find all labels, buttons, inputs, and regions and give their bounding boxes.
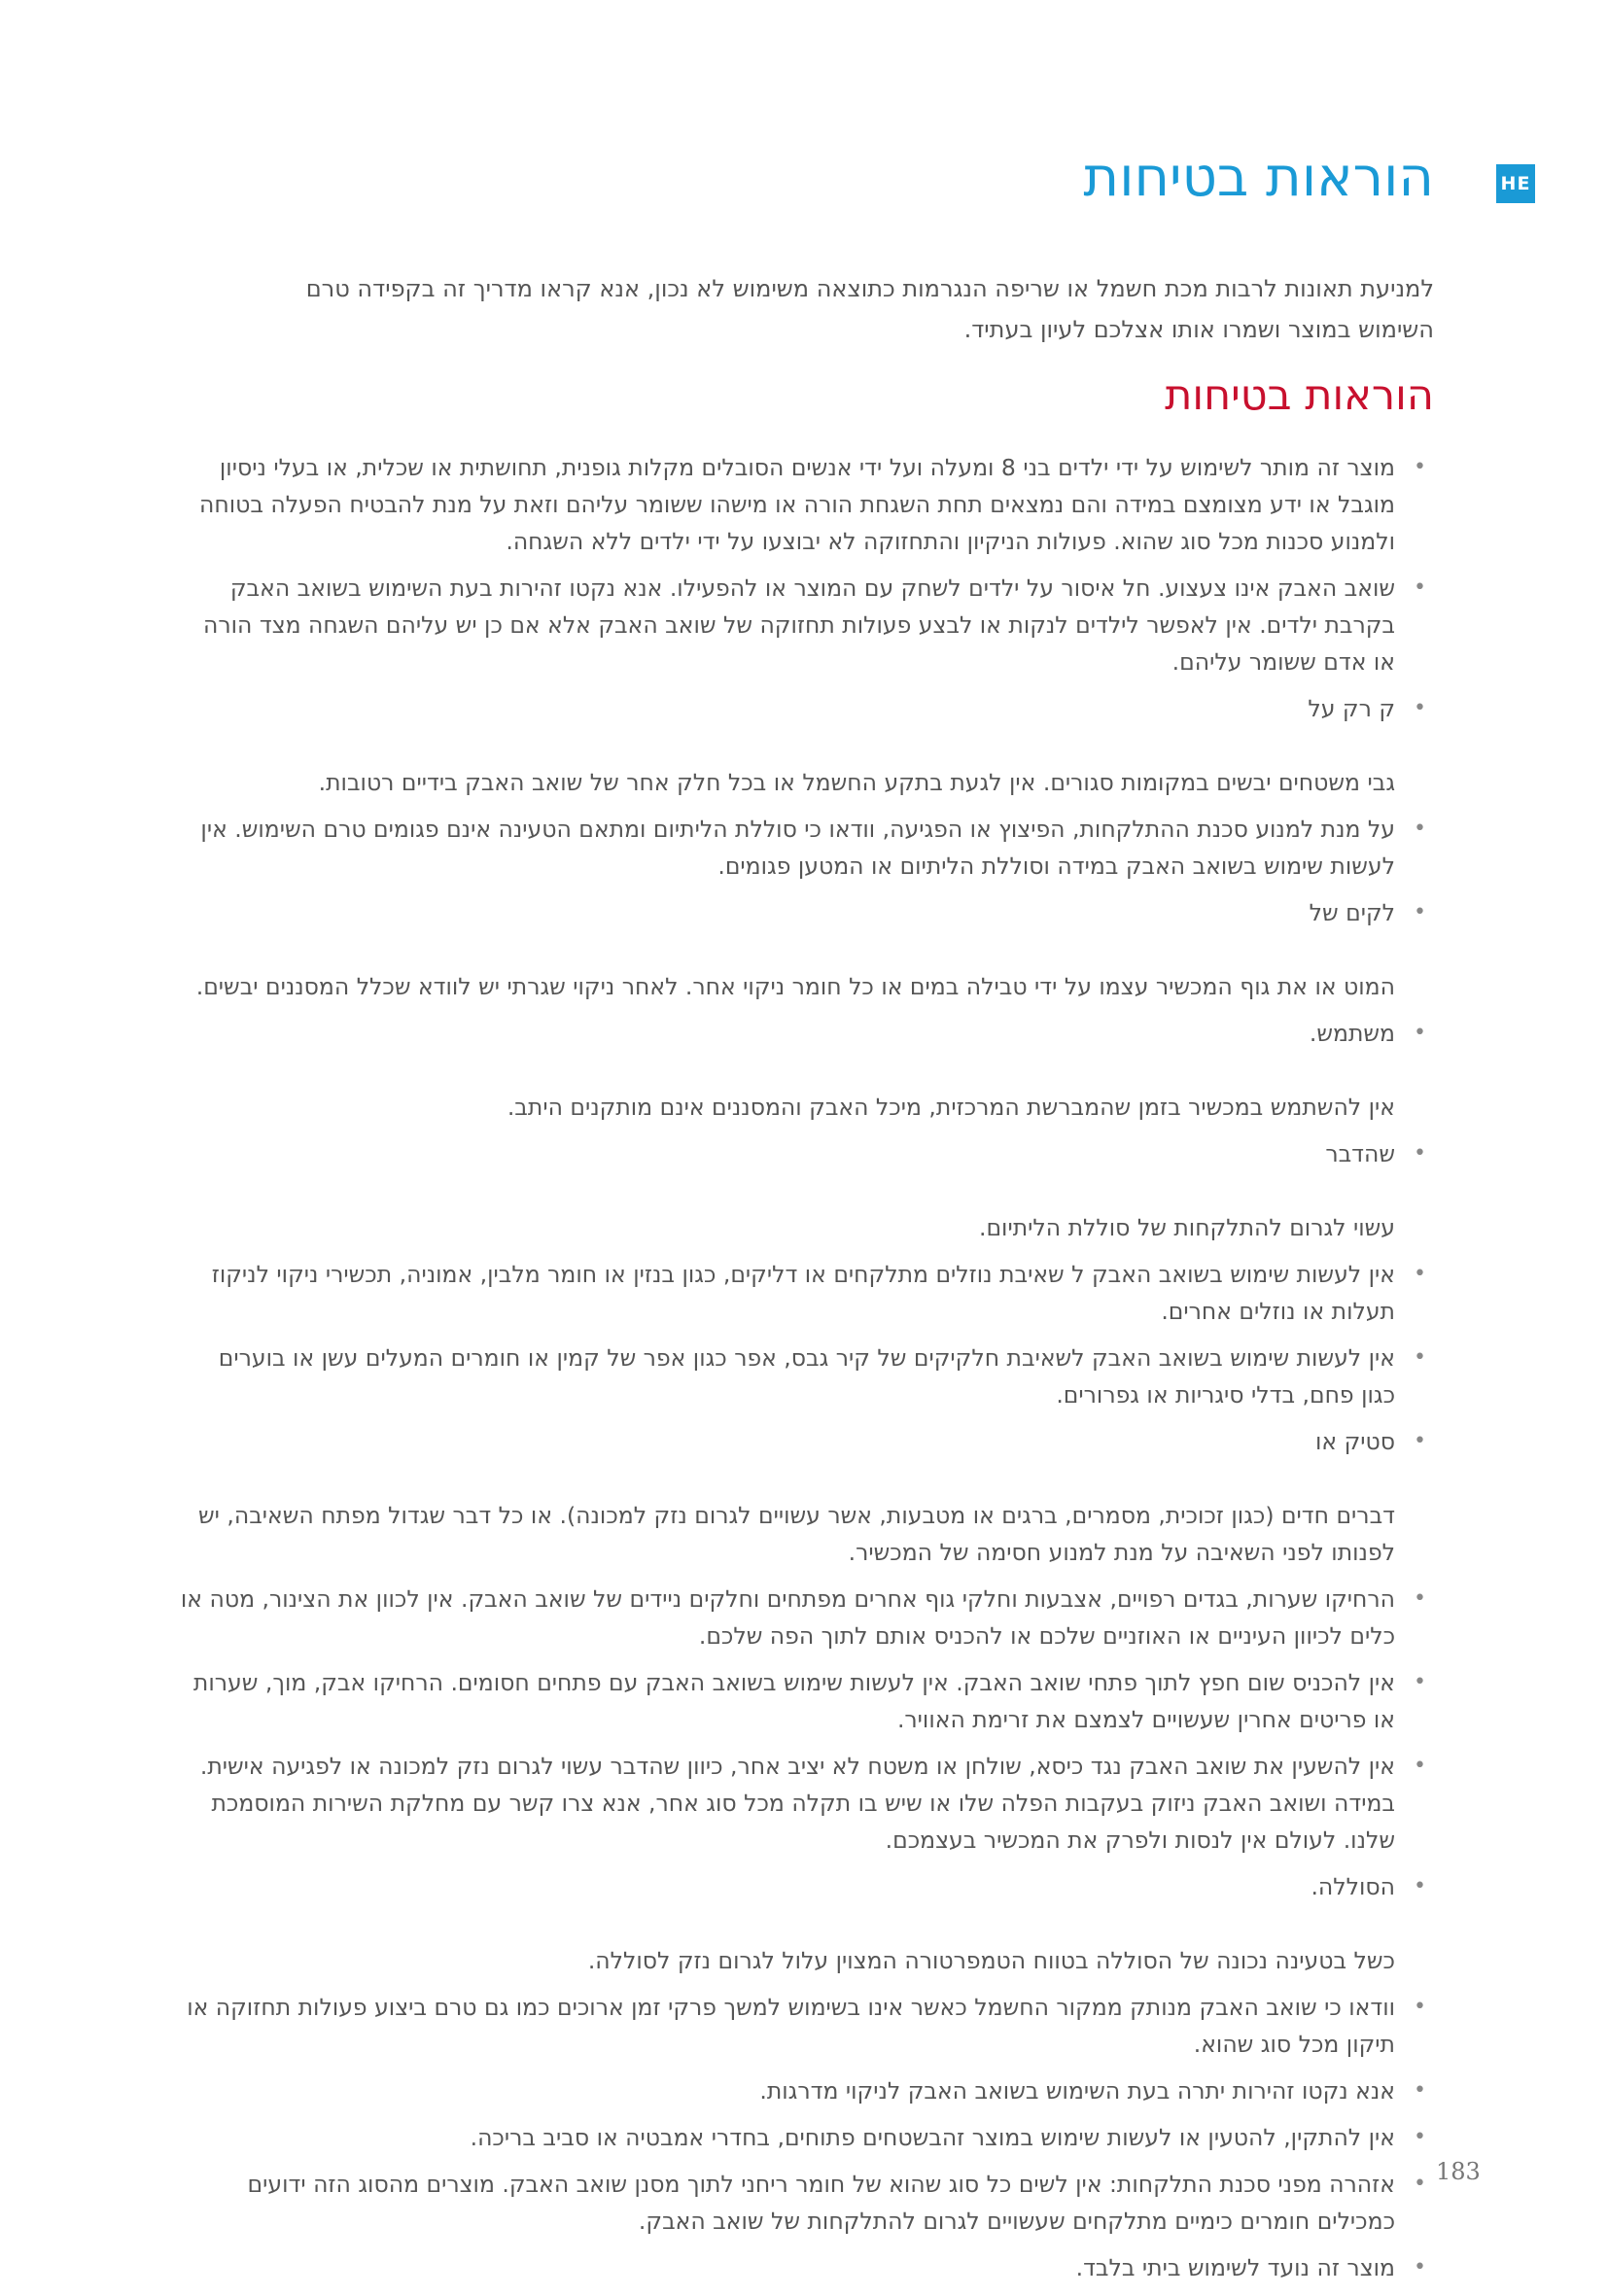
list-item-text: אין להכניס שום חפץ לתוך פתחי שואב האבק. אין לעשות שימוש בשואב האבק עם פתחים חסומים. הרחיקו אבק, מוך, שערות או פריטים אחרין שעשויים לצמצם את זרימת האוויר. (192, 1669, 1395, 1733)
list-item-continuation (180, 1497, 1434, 1571)
list-item (180, 1989, 1434, 2063)
bullet-icon: • (1414, 1995, 1426, 2019)
list-item-continuation (180, 1209, 1434, 1246)
bullet-icon: • (1414, 1141, 1426, 1165)
list-item-text: כשל בטעינה נכונה של הסוללה בטווח הטמפרטורה המצוין עלול לגרום נזק לסוללה. (587, 1947, 1395, 1974)
list-item-text: דברים חדים (כגון זכוכית, מסמרים, ברגים או מטבעות, אשר עשויים לגרום נזק למכונה). או כל דבר שגדול מפתח השאיבה, יש לפנותו לפני השאיבה על מנת למנוע חסימה של המכשיר. (198, 1502, 1395, 1566)
list-item (180, 449, 1434, 560)
list-item (180, 1868, 1434, 1905)
list-item-text: אין להתקין, להטעין או לעשות שימוש במוצר זהבשטחים פתוחים, בחדרי אמבטיה או סביב בריכה. (470, 2124, 1395, 2151)
list-item (180, 894, 1434, 931)
list-item (180, 1135, 1434, 1172)
list-item-text: המוט או את גוף המכשיר עצמו על ידי טבילה במים או כל חומר ניקוי אחר. לאחר ניקוי שגרתי יש לוודא שכלל המסננים יבשים. (195, 973, 1395, 1000)
bullet-icon: • (1414, 2255, 1426, 2279)
page-number: 183 (1436, 2158, 1481, 2185)
list-item (180, 1015, 1434, 1052)
section-title: הוראות בטיחות (1165, 371, 1434, 420)
bullet-icon: • (1414, 1021, 1426, 1045)
list-item-text: סטיק או (1315, 1428, 1395, 1455)
list-item-text: אין להשתמש במכשיר בזמן שהמברשת המרכזית, מיכל האבק והמסננים אינם מותקנים היתב. (507, 1094, 1395, 1121)
list-item-text: מוצר זה מותר לשימוש על ידי ילדים בני 8 ומעלה ועל ידי אנשים הסובלים מקלות גופנית, תחושתית או שכלית, או בעלי ניסיון מוגבל או ידע מצומצם במידה והם נמצאים תחת השגחת הורה או מישהו ששומר עליהם וזאת על מנת להבטיח הפעלה בטוחה ולמנוע סכנות מכל סוג שהוא. פעולות הניקיון והתחזוקה לא יבוצעו על ידי ילדים ללא השגחה. (199, 454, 1395, 555)
intro-paragraph: למניעת תאונות לרבות מכת חשמל או שריפה הנגרמות כתוצאה משימוש לא נכון, אנא קראו מדריך זה בקפידה טרם השימוש במוצר ושמרו אותו אצלכם לעיון בעתיד. (305, 275, 1434, 343)
list-item (180, 570, 1434, 680)
list-item-text: אזהרה מפני סכנת התלקחות: אין לשים כל סוג שהוא של חומר ריחני לתוך מסנן שואב האבק. מוצרים מהסוג הזה ידועים כמכילים חומרים כימיים מתלקחים שעשויים לגרום להתלקחות של שואב האבק. (247, 2171, 1395, 2235)
bullet-icon: • (1414, 817, 1426, 841)
list-item-text: שהדבר (1325, 1140, 1395, 1167)
list-item-text: לקים של (1309, 899, 1395, 926)
list-item-text: שואב האבק אינו צעצוע. חל איסור על ילדים לשחק עם המוצר או להפעילו. אנא נקטו זהירות בעת השימוש בשואב האבק בקרבת ילדים. אין לאפשר לילדים לנקות או לבצע פעולות תחזוקה של שואב האבק אלא אם כן יש עליהם השגחה מצד הורה או אדם ששומר עליהם. (203, 574, 1395, 676)
list-item-continuation (180, 764, 1434, 801)
bullet-icon: • (1414, 900, 1426, 924)
bullet-icon: • (1414, 1586, 1426, 1611)
list-item-text: מוצר זה נועד לשימוש ביתי בלבד. (1075, 2254, 1395, 2281)
list-item-text: אין להשעין את שואב האבק נגד כיסא, שולחן או משטח לא יציב אחר, כיוון שהדבר עשוי לגרום נזק למכונה או לפגיעה אישית. במידה ושואב האבק ניזוק בעקבות הפלה שלו או שיש בו תקלה מכל סוג אחר, אנא צרו קשר עם מחלקת השירות המוסמכת שלנו. לעולם אין לנסות ולפרק את המכשיר בעצמכם. (199, 1753, 1395, 1854)
list-item (180, 811, 1434, 885)
bullet-icon: • (1414, 1262, 1426, 1286)
list-item (180, 1423, 1434, 1460)
bullet-icon: • (1414, 696, 1426, 720)
list-item-text: אין לעשות שימוש בשואב האבק ל שאיבת נוזלים מתלקחים או דליקים, כגון בנזין או חומר מלבין, אמוניה, תכשירי ניקוי לניקוז תעלות או נוזלים אחרים. (211, 1261, 1395, 1325)
list-item-text: הרחיקו שערות, בגדים רפויים, אצבעות וחלקי גוף אחרים מפתחים וחלקים ניידים של שואב האבק. אין לכוון את הצינור, מטה או כלים לכיוון העיניים או האוזניים שלכם או להכניס אותם לתוך הפה שלכם. (180, 1585, 1395, 1650)
list-item (180, 2166, 1434, 2240)
bullet-icon: • (1414, 1670, 1426, 1694)
bullet-icon: • (1414, 2125, 1426, 2149)
list-item-text: הסוללה. (1311, 1873, 1395, 1900)
bullet-icon: • (1414, 2172, 1426, 2196)
safety-bullet-list (180, 449, 1434, 2296)
list-item (180, 1748, 1434, 1859)
list-item-text: ק רק על (1308, 695, 1395, 722)
bullet-icon: • (1414, 455, 1426, 479)
list-item-text: על מנת למנוע סכנת ההתלקחות, הפיצוץ או הפגיעה, וודאו כי סוללת הליתיום ומתאם הטעינה אינם פגומים טרם השימוש. אין לעשות שימוש בשואב האבק במידה וסוללת הליתיום או המטען פגומים. (200, 816, 1395, 880)
bullet-icon: • (1414, 1429, 1426, 1453)
list-item (180, 2249, 1434, 2286)
bullet-icon: • (1414, 2078, 1426, 2103)
list-item (180, 2119, 1434, 2156)
list-item-continuation (180, 1089, 1434, 1126)
list-item-text: אין לעשות שימוש בשואב האבק לשאיבת חלקיקים של קיר גבס, אפר כגון אפר של קמין או חומרים המעלים עשן או בוערים כגון פחם, בדלי סיגריות או גפרורים. (218, 1344, 1395, 1409)
list-item-text: אנא נקטו זהירות יתרה בעת השימוש בשואב האבק לניקוי מדרגות. (759, 2077, 1395, 2105)
list-item (180, 1339, 1434, 1413)
bullet-icon: • (1414, 1754, 1426, 1778)
page-title: הוראות בטיחות (1083, 146, 1434, 209)
list-item-continuation (180, 968, 1434, 1005)
list-item (180, 1581, 1434, 1654)
list-item-text: עשוי לגרום להתלקחות של סוללת הליתיום. (978, 1214, 1395, 1241)
list-item (180, 1664, 1434, 1738)
list-item-text: גבי משטחים יבשים במקומות סגורים. אין לגעת בתקע החשמל או בכל חלק אחר של שואב האבק בידיים רטובות. (318, 769, 1395, 796)
language-badge: HE (1496, 164, 1535, 203)
list-item (180, 690, 1434, 727)
list-item-continuation (180, 1942, 1434, 1979)
list-item (180, 2072, 1434, 2109)
bullet-icon: • (1414, 575, 1426, 600)
list-item (180, 1256, 1434, 1330)
list-item-text: משתמש. (1309, 1020, 1395, 1047)
list-item-text: וודאו כי שואב האבק מנותק ממקור החשמל כאשר אינו בשימוש למשך פרקי זמן ארוכים כמו גם טרם ביצוע פעולות תחזוקה או תיקון מכל סוג שהוא. (187, 1994, 1395, 2058)
bullet-icon: • (1414, 1874, 1426, 1898)
bullet-icon: • (1414, 1345, 1426, 1370)
